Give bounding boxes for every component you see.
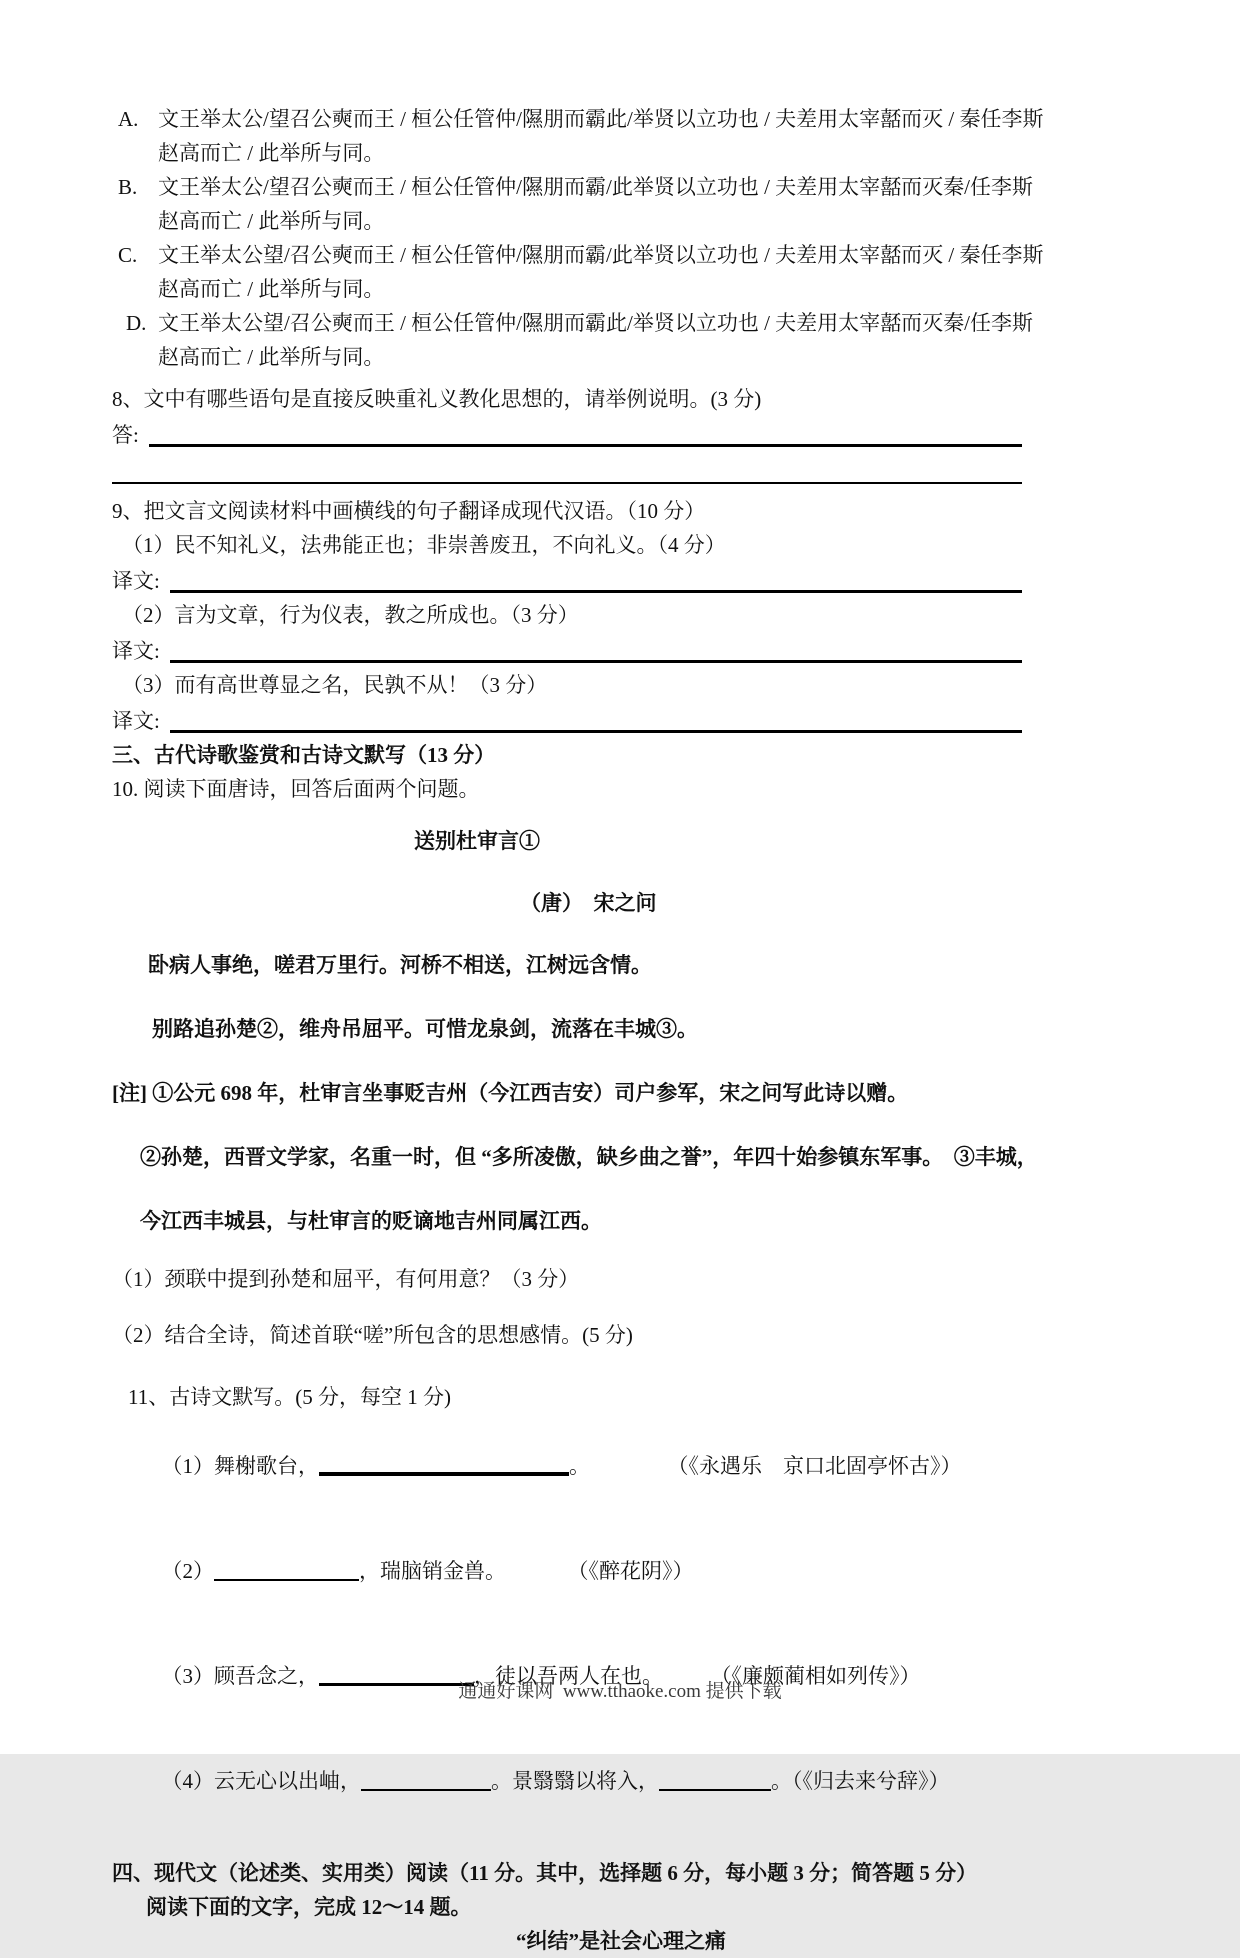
option-a-line2: 赵高而亡 / 此举所与同。 (158, 141, 385, 165)
question-9-answer-row-1 (112, 562, 1130, 598)
q11-item-1-post: 。 (569, 1454, 590, 1478)
question-8-answer-blank (149, 421, 1022, 447)
translation-label: 译文: (112, 709, 160, 733)
question-9-item-1: （1）民不知礼义，法弗能正也；非崇善废丑，不向礼义。（4 分） (122, 533, 726, 557)
question-9-item-3: （3）而有高世尊显之名，民孰不从！（3 分） (122, 673, 548, 697)
section-4-intro: 阅读下面的文字，完成 12～14 题。 (146, 1895, 472, 1919)
question-11-item-2 (112, 1519, 1130, 1624)
question-9-translation-blank-1 (170, 567, 1022, 593)
q11-item-4-blank-1 (361, 1773, 491, 1791)
question-9-answer-row-2 (112, 632, 1130, 668)
q11-item-4-source: （《归去来兮辞》） (792, 1769, 950, 1793)
q11-item-2-source: （《醉花阴》） (578, 1559, 694, 1583)
poem-note-3: 今江西丰城县，与杜审言的贬谪地吉州同属江西。 (140, 1209, 602, 1233)
question-11-text: 11、古诗文默写。(5 分，每空 1 分) (128, 1385, 451, 1409)
q11-item-3-source: （《廉颇蔺相如列传》） (721, 1664, 921, 1688)
translation-label: 译文: (112, 639, 160, 663)
q11-item-2-post: ，瑞脑销金兽。 (359, 1559, 506, 1583)
choice-option-b (112, 170, 1130, 238)
question-8-answer-row (112, 416, 1130, 452)
option-a-line1: 文王举太公/望召公奭而王 / 桓公任管仲/隰朋而霸此/举贤以立功也 / 夫差用太宰嚭而灭 / 秦任李斯 (158, 107, 1044, 131)
q11-item-4-post: 。 (771, 1769, 792, 1793)
q11-item-4-mid: 。景翳翳以将入， (491, 1769, 659, 1793)
option-c-line1: 文王举太公望/召公奭而王 / 桓公任管仲/隰朋而霸/此举贤以立功也 / 夫差用太宰嚭而灭 / 秦任李斯 (158, 243, 1044, 267)
q11-item-2-blank (214, 1563, 359, 1581)
question-8-text: 8、文中有哪些语句是直接反映重礼义教化思想的，请举例说明。(3 分) (112, 387, 762, 411)
question-9-text: 9、把文言文阅读材料中画横线的句子翻译成现代汉语。（10 分） (112, 499, 706, 523)
option-b-line1: 文王举太公/望召公奭而王 / 桓公任管仲/隰朋而霸/此举贤以立功也 / 夫差用太宰嚭而灭秦/任李斯 (158, 175, 1034, 199)
option-b-line2: 赵高而亡 / 此举所与同。 (158, 209, 385, 233)
choice-option-d (112, 306, 1130, 374)
q11-item-1-blank (319, 1458, 569, 1476)
question-10-intro: 10. 阅读下面唐诗，回答后面两个问题。 (112, 777, 480, 801)
q11-item-3-pre: （3）顾吾念之， (161, 1664, 319, 1688)
question-9-item-2: （2）言为文章，行为仪表，教之所成也。（3 分） (122, 603, 579, 627)
answer-label: 答: (112, 423, 139, 447)
translation-label: 译文: (112, 569, 160, 593)
option-c-label: C. (118, 243, 138, 267)
question-11-item-1 (112, 1414, 1130, 1519)
poem-note-2: ②孙楚，西晋文学家，名重一时，但 “多所凌傲，缺乡曲之誉”，年四十始参镇东军事。 ③丰城， (140, 1145, 1038, 1169)
q11-item-4-pre: （4）云无心以出岫， (161, 1769, 361, 1793)
poem-title: 送别杜审言① (414, 829, 540, 853)
option-d-line2: 赵高而亡 / 此举所与同。 (158, 345, 385, 369)
page-footer: 通通好课网 www.tthaoke.com 提供下载 (458, 1681, 782, 1702)
poem-line-1: 卧病人事绝，嗟君万里行。河桥不相送，江树远含情。 (148, 953, 652, 977)
question-9-answer-row-3 (112, 702, 1130, 738)
section-4-heading: 四、现代文（论述类、实用类）阅读（11 分。其中，选择题 6 分，每小题 3 分；简答题 5 分） (112, 1861, 978, 1885)
poem-line-2: 别路追孙楚②，维舟吊屈平。可惜龙泉剑，流落在丰城③。 (152, 1017, 698, 1041)
q11-item-2-pre: （2） (161, 1559, 214, 1583)
question-8-answer-continuation-line (112, 482, 1022, 484)
q11-item-1-pre: （1）舞榭歌台， (161, 1454, 319, 1478)
q11-item-1-source: （《永遇乐 京口北固亭怀古》） (678, 1454, 962, 1478)
option-b-label: B. (118, 175, 138, 199)
option-d-line1: 文王举太公望/召公奭而王 / 桓公任管仲/隰朋而霸此/举贤以立功也 / 夫差用太宰嚭而灭秦/任李斯 (158, 311, 1034, 335)
choice-option-a (112, 102, 1130, 170)
option-a-label: A. (118, 107, 139, 131)
option-d-label: D. (126, 311, 147, 335)
section-3-heading: 三、古代诗歌鉴赏和古诗文默写（13 分） (112, 743, 496, 767)
choice-option-c (112, 238, 1130, 306)
question-9-translation-blank-3 (170, 707, 1022, 733)
question-10-sub-question-2: （2）结合全诗，简述首联“嗟”所包含的思想感情。(5 分) (112, 1323, 633, 1347)
question-10-sub-question-1: （1）颈联中提到孙楚和屈平，有何用意？（3 分） (112, 1267, 580, 1291)
q11-item-3-post: ，徒以吾两人在也。 (474, 1664, 663, 1688)
poem-author: （唐） 宋之问 (520, 891, 657, 915)
q11-item-4-blank-2 (659, 1773, 771, 1791)
question-9-translation-blank-2 (170, 637, 1022, 663)
option-c-line2: 赵高而亡 / 此举所与同。 (158, 277, 385, 301)
poem-note-1: [注] ①公元 698 年，杜审言坐事贬吉州（今江西吉安）司户参军，宋之问写此诗以赠。 (112, 1081, 909, 1105)
essay-title: “纠结”是社会心理之痛 (516, 1929, 726, 1953)
question-11-item-4 (112, 1729, 1130, 1834)
